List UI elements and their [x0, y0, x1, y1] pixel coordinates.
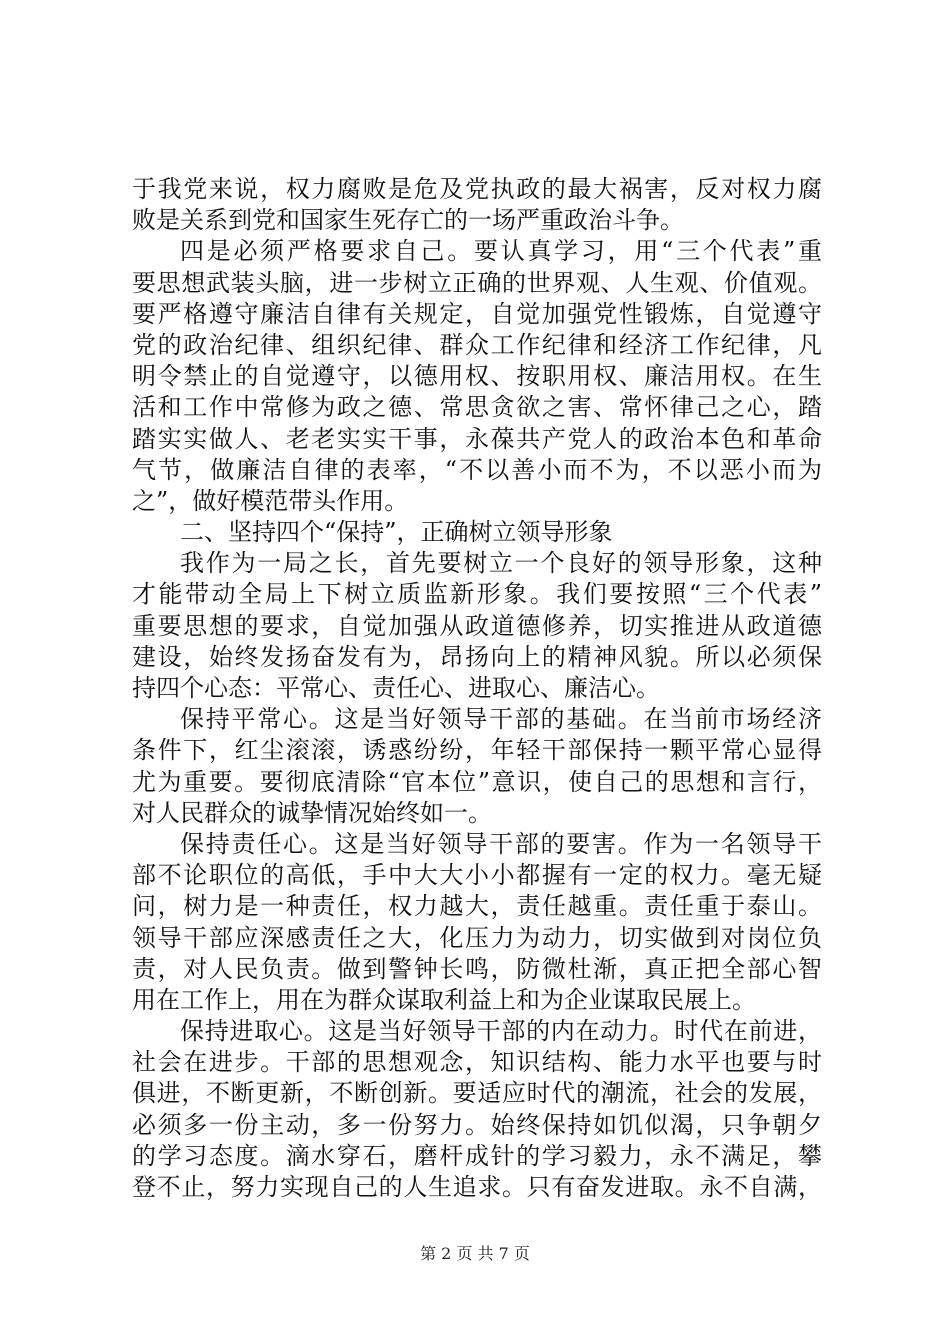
text-line: 气节，做廉洁自律的表率，“不以善小而不为，不以恶小而为 — [132, 455, 822, 484]
text-line: 俱进，不断更新，不断创新。要适应时代的潮流，社会的发展， — [132, 1079, 822, 1108]
text-line: 条件下，红尘滚滚，诱惑纷纷，年轻干部保持一颗平常心显得 — [132, 736, 822, 765]
text-line: 用在工作上，用在为群众谋取利益上和为企业谋取民展上。 — [132, 985, 756, 1014]
text-line: 保持责任心。这是当好领导干部的要害。作为一名领导干 — [180, 829, 822, 858]
text-line: 于我党来说，权力腐败是危及党执政的最大祸害，反对权力腐 — [132, 175, 822, 203]
page-footer: 第 2 页 共 7 页 — [420, 1244, 530, 1263]
text-line: 二、坚持四个“保持”，正确树立领导形象 — [180, 518, 613, 547]
text-line: 尤为重要。要彻底清除“官本位”意识，使自己的思想和言行， — [132, 767, 822, 796]
text-line: 持四个心态：平常心、责任心、进取心、廉洁心。 — [132, 674, 660, 702]
text-line: 必须多一份主动，多一份努力。始终保持如饥似渴，只争朝夕 — [132, 1110, 822, 1139]
text-line: 保持平常心。这是当好领导干部的基础。在当前市场经济 — [180, 705, 822, 734]
text-line: 社会在进步。干部的思想观念，知识结构、能力水平也要与时 — [132, 1048, 822, 1077]
text-line: 活和工作中常修为政之德、常思贪欲之害、常怀律己之心，踏 — [132, 393, 822, 422]
text-line: 败是关系到党和国家生死存亡的一场严重政治斗争。 — [132, 206, 684, 235]
text-line: 建设，始终发扬奋发有为，昂扬向上的精神风貌。所以必须保 — [132, 642, 822, 671]
text-line: 重要思想的要求，自觉加强从政道德修养，切实推进从政道德 — [132, 611, 822, 640]
text-line: 才能带动全局上下树立质监新形象。我们要按照“三个代表” — [132, 580, 822, 609]
text-line: 部不论职位的高低，手中大大小小都握有一定的权力。毫无疑 — [132, 861, 822, 890]
text-line: 保持进取心。这是当好领导干部的内在动力。时代在前进， — [180, 1017, 822, 1046]
text-line: 登不止，努力实现自己的人生追求。只有奋发进取。永不自满， — [132, 1173, 822, 1201]
text-line: 之”，做好模范带头作用。 — [132, 486, 409, 515]
text-line: 我作为一局之长，首先要树立一个良好的领导形象，这种 — [180, 549, 822, 578]
text-line: 党的政治纪律、组织纪律、群众工作纪律和经济工作纪律，凡 — [132, 330, 822, 359]
text-line: 要思想武装头脑，进一步树立正确的世界观、人生观、价值观。 — [132, 268, 822, 297]
text-line: 踏实实做人、老老实实干事，永葆共产党人的政治本色和革命 — [132, 424, 822, 453]
text-line: 问，树力是一种责任，权力越大，责任越重。责任重于泰山。 — [132, 892, 822, 921]
document-body — [132, 174, 822, 1203]
text-line: 领导干部应深感责任之大，化压力为动力，切实做到对岗位负 — [132, 923, 822, 952]
text-line: 四是必须严格要求自己。要认真学习，用“三个代表”重 — [180, 237, 822, 266]
text-line: 对人民群众的诚挚情况始终如一。 — [132, 798, 492, 827]
text-line: 要严格遵守廉洁自律有关规定，自觉加强党性锻炼，自觉遵守 — [132, 299, 822, 328]
text-line: 明令禁止的自觉遵守，以德用权、按职用权、廉洁用权。在生 — [132, 362, 822, 391]
text-line: 的学习态度。滴水穿石，磨杆成针的学习毅力，永不满足，攀 — [132, 1141, 822, 1170]
text-line: 责，对人民负责。做到警钟长鸣，防微杜渐，真正把全部心智 — [132, 954, 822, 983]
